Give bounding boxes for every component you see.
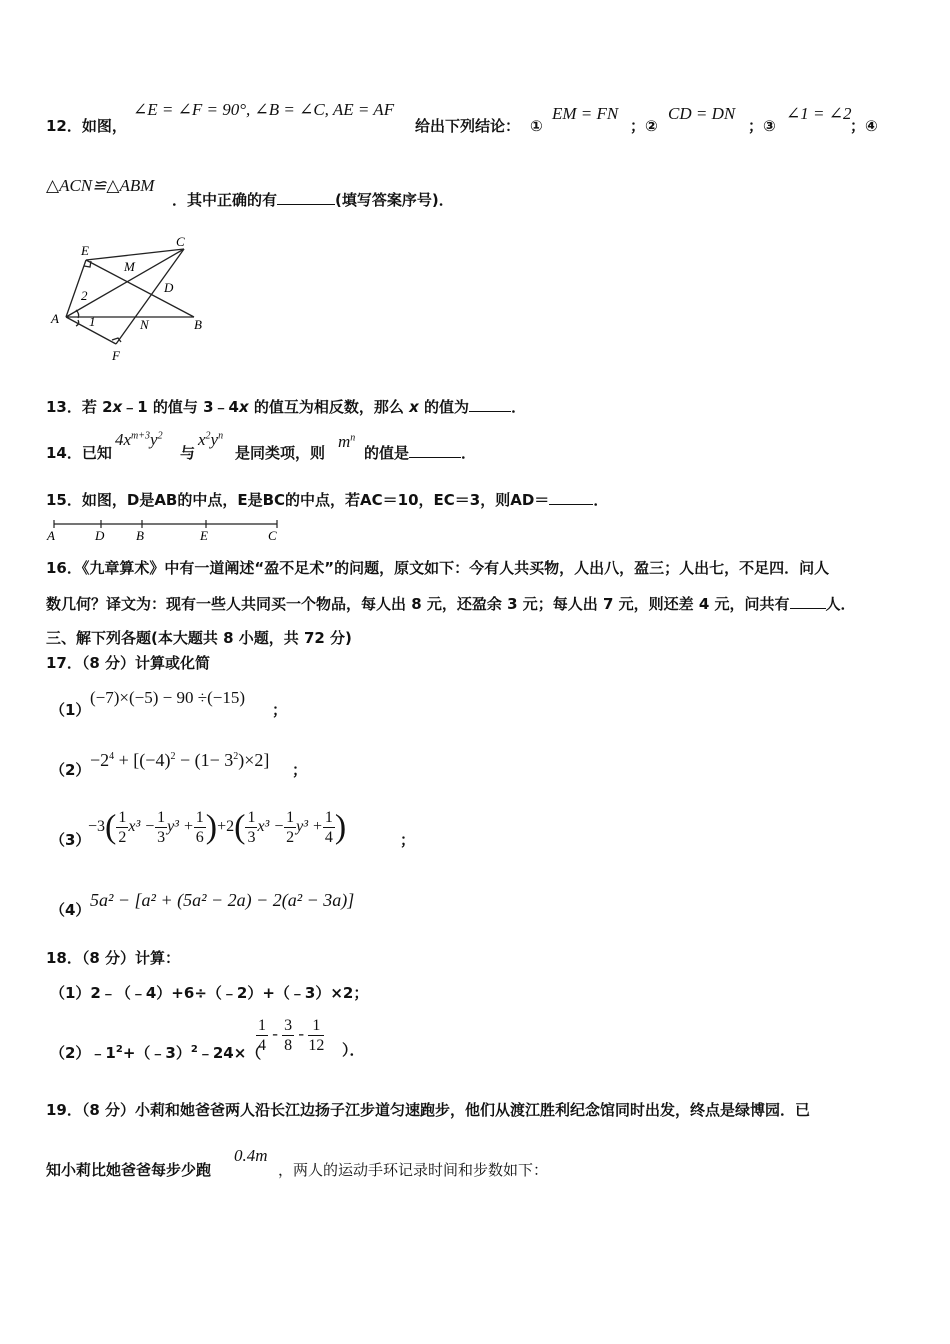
fig-label-B: B [194,317,202,332]
q15-answer-blank[interactable] [549,490,593,505]
fig15-label-A: A [47,528,55,543]
q17-p2-expr: $-2^4 + [(-4)^2 - (1- 3^2)\times 2]$ [90,750,270,770]
fig15-label-C: C [268,528,277,543]
q12-answer-blank[interactable] [277,190,335,205]
q12-c3-mark: ；③ [748,117,776,135]
q19-line2a: 知小莉比她爸爸每步少跑 [46,1161,212,1179]
q12-conclusion-1: EM = FN [552,104,619,123]
q14-term2: $x^2y^n$ [198,430,224,449]
q12-figure [44,234,224,364]
fig-label-D: D [164,280,174,295]
q13: 13．若 2x﹣1 的值与 3﹣4x 的值互为相反数，那么 x 的值为 ． [46,398,527,416]
q14-pre: 14．已知 [46,444,112,462]
q15-figure [44,518,284,544]
q12-c2-mark: ；② [630,117,658,135]
q18-p2-end: ）． [342,1041,365,1059]
q19-value: 0.4m [234,1146,268,1165]
q15: 15．如图，D是AB的中点，E是BC的中点，若AC＝10，EC＝3，则AD＝ ． [46,491,609,509]
q12-conclusion-4: △ACN≌△ABM [46,176,155,195]
q14-answer-blank[interactable] [409,443,461,458]
fig-EC [86,249,184,260]
q12-lead: 给出下列结论： [415,117,521,135]
fig15-label-D: D [95,528,105,543]
fig-label-2: 2 [81,288,88,303]
q17-p3-semi: ； [400,831,416,849]
q14-mid2: 是同类项，则 [235,444,326,462]
q14-post: 的值是 ． [364,444,477,462]
q14-mid: 与 [180,444,196,462]
q17-p3-expr: −3( $\frac{1}{2}$ x³ − $\frac{1}{3}$ y³ + $\frac{1}{6}$ )+2( $\frac{1}{3}$ x³ − $\frac{1}{2}$ y³ + $\frac{1}{4}$ ) [88,808,347,846]
q12-number: 12．如图， [46,117,127,135]
q19-line2b: ，两人的运动手环记录时间和步数如下： [278,1161,549,1179]
q17-title: 17．（8 分）计算或化简 [46,654,211,672]
q12-condition: ∠E = ∠F = 90°, ∠B = ∠C, AE = AF [133,100,395,119]
fig15-label-E: E [200,528,208,543]
q17-p1-expr: (−7)×(−5) − 90 ÷(−15) [90,688,245,707]
q18-p1: （1）2﹣（﹣4）+6÷（﹣2）+（﹣3）×2； [50,984,369,1002]
q14-term1: $4x^{m+3}y^2$ [115,430,163,449]
q13-answer-blank[interactable] [469,397,511,412]
q17-p2-label: （2） [50,761,91,779]
q16-line1: 16．《九章算术》中有一道阐述“盈不足术”的问题，原文如下：今有人共买物，人出八，盈三；人出七，不足四．问人 [46,559,830,577]
fig-label-M: M [124,259,135,274]
fig-label-F: F [112,348,120,363]
q17-p1-label: （1） [50,701,91,719]
q12-conclusion-3: ∠1 = ∠2 [786,104,852,123]
q18-p2-fractions: $\frac{1}{4}$ - $\frac{3}{8}$ - $\frac{1}{12}$ [258,1016,325,1054]
q16-answer-blank[interactable] [790,594,826,609]
q12-tail: ．其中正确的有 (填写答案序号)． [172,191,454,209]
q14-term3: $m^n$ [338,432,356,451]
q12-c4-mark: ；④ [850,117,878,135]
fig-label-1: 1 [89,314,96,329]
fig-label-N: N [140,317,149,332]
fig-label-E: E [81,243,89,258]
q16-line2: 数几何？译文为：现有一些人共同买一个物品，每人出 8 元，还盈余 3 元；每人出 7 元，则还差 4 元，问共有 人． [46,595,856,613]
section-3-heading: 三、解下列各题(本大题共 8 小题，共 72 分) [46,629,352,647]
q18-title: 18．（8 分）计算： [46,949,181,967]
q18-p2: $(2)﹣1^2+(﹣3)^2﹣24\times$（ [50,1044,262,1062]
q17-p4-expr: 5a² − [a² + (5a² − 2a) − 2(a² − 3a)] [90,890,355,910]
fig15-label-B: B [136,528,144,543]
q17-p3-label: （3） [50,831,91,849]
fig-label-A: A [51,311,59,326]
q17-p4-label: （4） [50,901,91,919]
q12-conclusion-2: CD = DN [668,104,736,123]
q12-c1-mark: ① [530,117,543,135]
q17-p2-semi: ； [292,761,308,779]
q19-line1: 19．（8 分）小莉和她爸爸两人沿长江边扬子江步道匀速跑步，他们从渡江胜利纪念馆同时出发，终点是绿博园．已 [46,1101,811,1119]
fig-EB [86,260,194,317]
q17-p1-semi: ； [272,701,288,719]
fig-label-C: C [176,234,185,249]
